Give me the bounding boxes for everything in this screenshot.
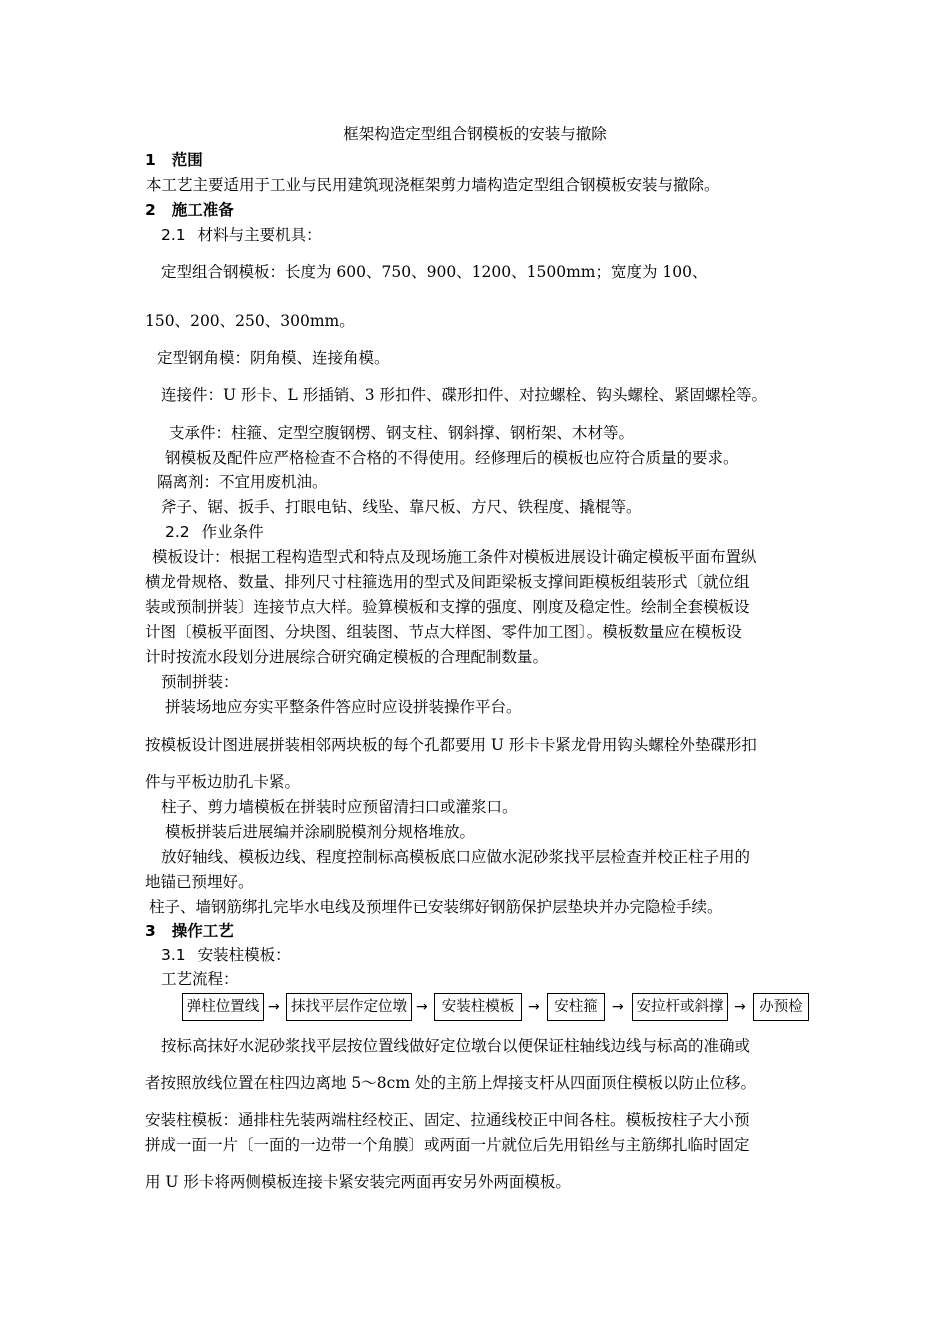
- paragraph-operation-1: 按标高抹好水泥砂浆找平层按位置线做好定位墩台以便保证柱轴线边线与标高的准确或: [161, 1037, 751, 1055]
- paragraph-design-line: 计时按流水段划分进展综合研究确定模板的合理配制数量。: [145, 648, 549, 666]
- paragraph-material-7: 斧子、锯、扳手、打眼电钻、线坠、靠尺板、方尺、铁程度、撬棍等。: [161, 498, 642, 516]
- section-number: 2: [145, 201, 156, 219]
- arrow-right-icon: →: [612, 999, 624, 1015]
- flow-step: 安拉杆或斜撑: [632, 993, 728, 1021]
- arrow-right-icon: →: [268, 999, 280, 1015]
- subsection-title: 材料与主要机具：: [197, 226, 322, 244]
- paragraph-prefab-1: 拼装场地应夯实平整条件答应时应设拼装操作平台。: [165, 698, 522, 716]
- paragraph-axis-cont: 地锚已预埋好。: [145, 873, 254, 891]
- subsection-title: 作业条件: [201, 523, 264, 541]
- flow-step: 抹找平层作定位墩: [286, 993, 412, 1021]
- paragraph-prefab-3: 柱子、剪力墙模板在拼装时应预留清扫口或灌浆口。: [161, 798, 518, 816]
- paragraph-rebar: 柱子、墙钢筋绑扎完毕水电线及预埋件已安装绑好钢筋保护层垫块并办完隐检手续。: [149, 898, 723, 916]
- page-title: 框架构造定型组合钢模板的安装与撤除: [343, 125, 607, 143]
- paragraph-scope: 本工艺主要适用于工业与民用建筑现浇框架剪力墙构造定型组合钢模板安装与撤除。: [146, 176, 720, 194]
- paragraph-prefab-4: 模板拼装后进展编并涂刷脱模剂分规格堆放。: [165, 823, 476, 841]
- section-number: 3: [145, 922, 156, 940]
- paragraph-design-line: 横龙骨规格、数量、排列尺寸柱箍选用的型式及间距梁板支撑间距模板组装形式〔就位组: [145, 573, 750, 591]
- prefab-label: 预制拼装：: [161, 673, 239, 691]
- subsection-2-1-heading: [161, 225, 322, 245]
- arrow-right-icon: →: [416, 999, 428, 1015]
- flow-step: 安柱箍: [547, 993, 605, 1021]
- arrow-right-icon: →: [528, 999, 540, 1015]
- subsection-title: 安装柱模板：: [197, 946, 291, 964]
- subsection-2-2-heading: [165, 522, 264, 542]
- section-title: 操作工艺: [171, 922, 234, 940]
- paragraph-material-1: 定型组合钢模板：长度为 600、750、900、1200、1500mm；宽度为 100、: [161, 263, 708, 281]
- subsection-number: 2.2: [165, 523, 190, 541]
- arrow-right-icon: →: [734, 999, 746, 1015]
- paragraph-design-line: 装或预制拼装〕连接节点大样。验算模板和支撑的强度、刚度及稳定性。绘制全套模板设: [145, 598, 750, 616]
- subsection-number: 3.1: [161, 946, 186, 964]
- paragraph-operation-2: 用 U 形卡将两侧模板连接卡紧安装完两面再安另外两面模板。: [145, 1173, 571, 1191]
- paragraph-design-line: 计图〔模板平面图、分块图、组装图、节点大样图、零件加工图〕。模板数量应在模板设: [145, 623, 742, 641]
- paragraph-prefab-2-cont: 件与平板边肋孔卡紧。: [145, 773, 301, 791]
- paragraph-material-5: 钢模板及配件应严格检查不合格的不得使用。经修理后的模板也应符合质量的要求。: [165, 449, 739, 467]
- paragraph-operation-1-cont: 者按照放线位置在柱四边离地 5～8cm 处的主筋上焊接支杆从四面顶住模板以防止位移。: [145, 1074, 756, 1092]
- paragraph-axis: 放好轴线、模板边线、程度控制标高模板底口应做水泥砂浆找平层检查并校正柱子用的: [161, 848, 751, 866]
- paragraph-design-line: 模板设计：根据工程构造型式和特点及现场施工条件对模板进展设计确定模板平面布置纵: [152, 548, 757, 566]
- subsection-3-1-heading: [161, 945, 291, 965]
- paragraph-material-6: 隔离剂：不宜用废机油。: [157, 473, 328, 491]
- section-1-heading: [145, 150, 203, 170]
- paragraph-operation-2: 安装柱模板：通排柱先装两端柱经校正、固定、拉通线校正中间各柱。模板按柱子大小预: [145, 1111, 750, 1129]
- subsection-number: 2.1: [161, 226, 186, 244]
- section-title: 范围: [171, 151, 203, 169]
- flow-label: 工艺流程：: [161, 970, 239, 988]
- paragraph-prefab-2: 按模板设计图进展拼装相邻两块板的每个孔都要用 U 形卡卡紧龙骨用钩头螺栓外垫碟形扣: [145, 736, 757, 754]
- section-2-heading: [145, 200, 234, 220]
- section-number: 1: [145, 151, 156, 169]
- flow-step: 安装柱模板: [434, 993, 522, 1021]
- paragraph-material-2: 定型钢角模：阴角模、连接角模。: [157, 349, 390, 367]
- section-title: 施工准备: [171, 201, 234, 219]
- paragraph-operation-2: 拼成一面一片〔一面的一边带一个角膜〕或两面一片就位后先用铅丝与主筋绑扎临时固定: [145, 1136, 750, 1154]
- paragraph-material-3: 连接件：U 形卡、L 形插销、3 形扣件、碟形扣件、对拉螺栓、钩头螺栓、紧固螺栓等。: [161, 386, 768, 404]
- paragraph-material-4: 支承件：柱箍、定型空腹钢楞、钢支柱、钢斜撑、钢桁架、木材等。: [169, 424, 635, 442]
- flow-step: 办预检: [753, 993, 809, 1021]
- section-3-heading: [145, 921, 234, 941]
- paragraph-material-1-cont: 150、200、250、300mm。: [145, 312, 355, 330]
- flow-step: 弹柱位置线: [182, 993, 264, 1021]
